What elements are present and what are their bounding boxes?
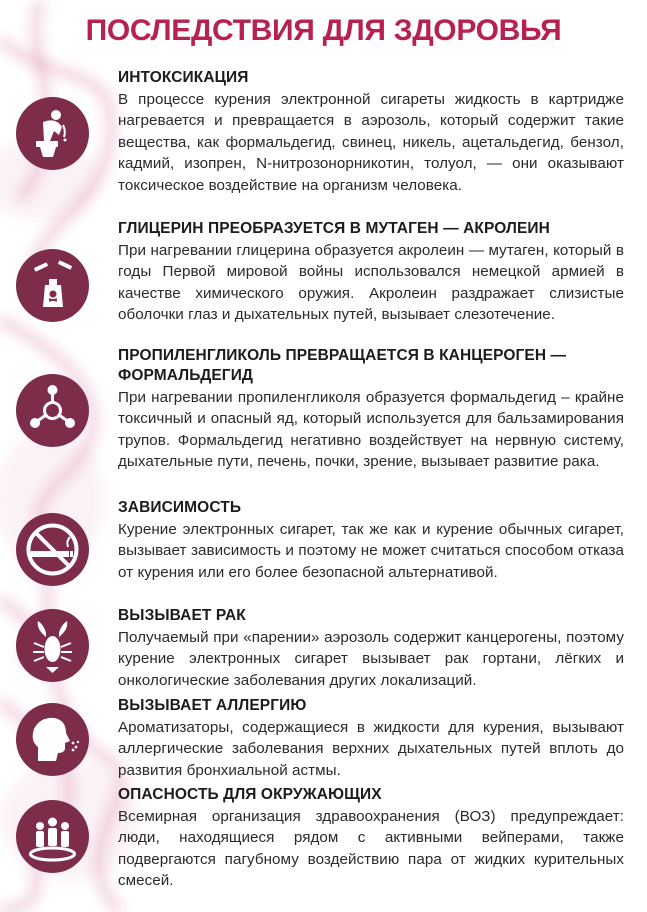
section-heading: ОПАСНОСТЬ ДЛЯ ОКРУЖАЮЩИХ [118,786,382,803]
section-cancer [118,606,624,691]
vomiting-person-icon [16,97,89,170]
crayfish-icon [16,609,89,682]
section-heading: ЗАВИСИМОСТЬ [118,499,242,516]
sneezing-head-icon [16,703,89,776]
section-allergy [118,696,624,781]
section-heading: ГЛИЦЕРИН ПРЕОБРАЗУЕТСЯ В МУТАГЕН — АКРОЛЕИН [118,220,550,237]
section-text: Ароматизаторы, содержащиеся в жидкости для курения, вызывают аллергические заболевания верхних дыхательных путей вплоть до развития бронхиальной астмы. [118,719,624,779]
section-danger-to-others [118,785,624,892]
people-group-icon [16,800,89,873]
section-text: При нагревании пропиленгликоля образуется формальдегид – крайне токсичный и опасный яд, который используется для бальзамирования трупов. Формальдегид негативно воздействует на нервную систему, дыхательные пути, печень, почки, зрение, вызывает развитие рака. [118,389,624,471]
section-heading: ВЫЗЫВАЕТ АЛЛЕРГИЮ [118,697,307,714]
section-text: Всемирная организация здравоохранения (ВОЗ) предупреждает: люди, находящиеся рядом с активными вейперами, также подвергаются пагубному воздействию пара от жидких курительных смесей. [118,808,624,890]
section-intoxication [118,68,624,196]
section-heading: ПРОПИЛЕНГЛИКОЛЬ ПРЕВРАЩАЕТСЯ В КАНЦЕРОГЕН — ФОРМАЛЬДЕГИД [118,347,567,384]
poison-bottle-icon [16,249,89,322]
section-formaldehyde [118,346,624,473]
section-acrolein [118,219,624,326]
section-text: В процессе курения электронной сигареты жидкость в картридже нагревается и превращается в аэрозоль, который содержит такие вещества, как формальдегид, свинец, никель, ацетальдегид, бензол, кадмий, изопрен, N-нитрозонорникотин, толуол, — они оказывают токсическое воздействие на организм человека. [118,91,624,194]
section-text: При нагревании глицерина образуется акролеин — мутаген, который в годы Первой мировой войны использовался немецкой армией в качестве химического оружия. Акролеин раздражает слизистые оболочки глаз и дыхательных путей, вызывает слезотечение. [118,242,624,324]
section-text: Курение электронных сигарет, так же как и курение обычных сигарет, вызывает зависимость и поэтому не может считаться способом отказа от курения или его более безопасной альтернативой. [118,521,624,581]
section-heading: ИНТОКСИКАЦИЯ [118,69,249,86]
page-title: ПОСЛЕДСТВИЯ ДЛЯ ЗДОРОВЬЯ [85,14,562,47]
section-addiction [118,498,624,583]
section-heading: ВЫЗЫВАЕТ РАК [118,607,246,624]
section-text: Получаемый при «парении» аэрозоль содержит канцерогены, поэтому курение электронных сигарет вызывает рак гортани, лёгких и онкологические заболевания других локализаций. [118,629,624,689]
molecule-icon [16,374,89,447]
no-smoking-icon [16,513,89,586]
